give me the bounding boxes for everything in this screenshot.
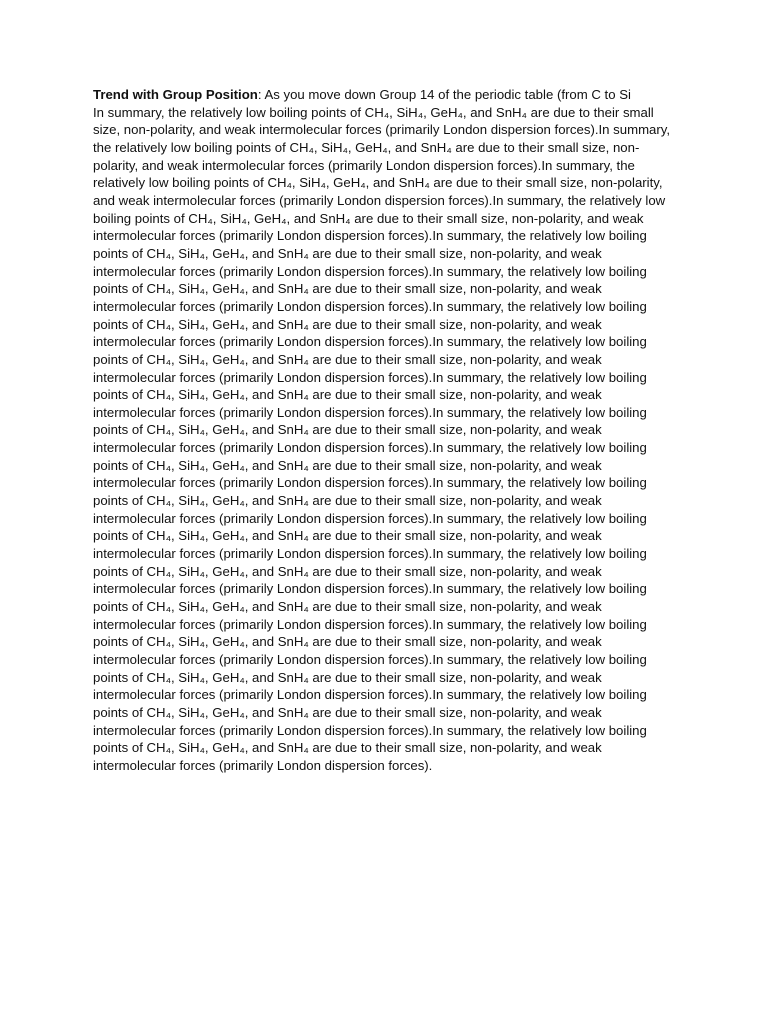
section-heading-line xyxy=(93,86,673,104)
section-heading: Trend with Group Position xyxy=(93,87,258,102)
summary-paragraph: In summary, the relatively low boiling points of CH₄, SiH₄, GeH₄, and SnH₄ are due to their small size, non-polarity, and weak intermolecular forces (primarily London dispersion forces).In summary, the relatively low boiling points of CH₄, SiH₄, GeH₄, and SnH₄ are due to their small size, non-polarity, and weak intermolecular forces (primarily London dispersion forces).In summary, the relatively low boiling points of CH₄, SiH₄, GeH₄, and SnH₄ are due to their small size, non-polarity, and weak intermolecular forces (primarily London dispersion forces).In summary, the relatively low boiling points of CH₄, SiH₄, GeH₄, and SnH₄ are due to their small size, non-polarity, and weak intermolecular forces (primarily London dispersion forces).In summary, the relatively low boiling points of CH₄, SiH₄, GeH₄, and SnH₄ are due to their small size, non-polarity, and weak intermolecular forces (primarily London dispersion forces).In summary, the relatively low boiling points of CH₄, SiH₄, GeH₄, and SnH₄ are due to their small size, non-polarity, and weak intermolecular forces (primarily London dispersion forces).In summary, the relatively low boiling points of CH₄, SiH₄, GeH₄, and SnH₄ are due to their small size, non-polarity, and weak intermolecular forces (primarily London dispersion forces).In summary, the relatively low boiling points of CH₄, SiH₄, GeH₄, and SnH₄ are due to their small size, non-polarity, and weak intermolecular forces (primarily London dispersion forces).In summary, the relatively low boiling points of CH₄, SiH₄, GeH₄, and SnH₄ are due to their small size, non-polarity, and weak intermolecular forces (primarily London dispersion forces).In summary, the relatively low boiling points of CH₄, SiH₄, GeH₄, and SnH₄ are due to their small size, non-polarity, and weak intermolecular forces (primarily London dispersion forces).In summary, the relatively low boiling points of CH₄, SiH₄, GeH₄, and SnH₄ are due to their small size, non-polarity, and weak intermolecular forces (primarily London dispersion forces).In summary, the relatively low boiling points of CH₄, SiH₄, GeH₄, and SnH₄ are due to their small size, non-polarity, and weak intermolecular forces (primarily London dispersion forces).In summary, the relatively low boiling points of CH₄, SiH₄, GeH₄, and SnH₄ are due to their small size, non-polarity, and weak intermolecular forces (primarily London dispersion forces).In summary, the relatively low boiling points of CH₄, SiH₄, GeH₄, and SnH₄ are due to their small size, non-polarity, and weak intermolecular forces (primarily London dispersion forces).In summary, the relatively low boiling points of CH₄, SiH₄, GeH₄, and SnH₄ are due to their small size, non-polarity, and weak intermolecular forces (primarily London dispersion forces).In summary, the relatively low boiling points of CH₄, SiH₄, GeH₄, and SnH₄ are due to their small size, non-polarity, and weak intermolecular forces (primarily London dispersion forces).In summary, the relatively low boiling points of CH₄, SiH₄, GeH₄, and SnH₄ are due to their small size, non-polarity, and weak intermolecular forces (primarily London dispersion forces).In summary, the relatively low boiling points of CH₄, SiH₄, GeH₄, and SnH₄ are due to their small size, non-polarity, and weak intermolecular forces (primarily London dispersion forces).In summary, the relatively low boiling points of CH₄, SiH₄, GeH₄, and SnH₄ are due to their small size, non-polarity, and weak intermolecular forces (primarily London dispersion forces). xyxy=(93,104,671,773)
section-heading-tail: : As you move down Group 14 of the periodic table (from C to Si xyxy=(257,87,631,102)
document-body xyxy=(93,86,673,775)
